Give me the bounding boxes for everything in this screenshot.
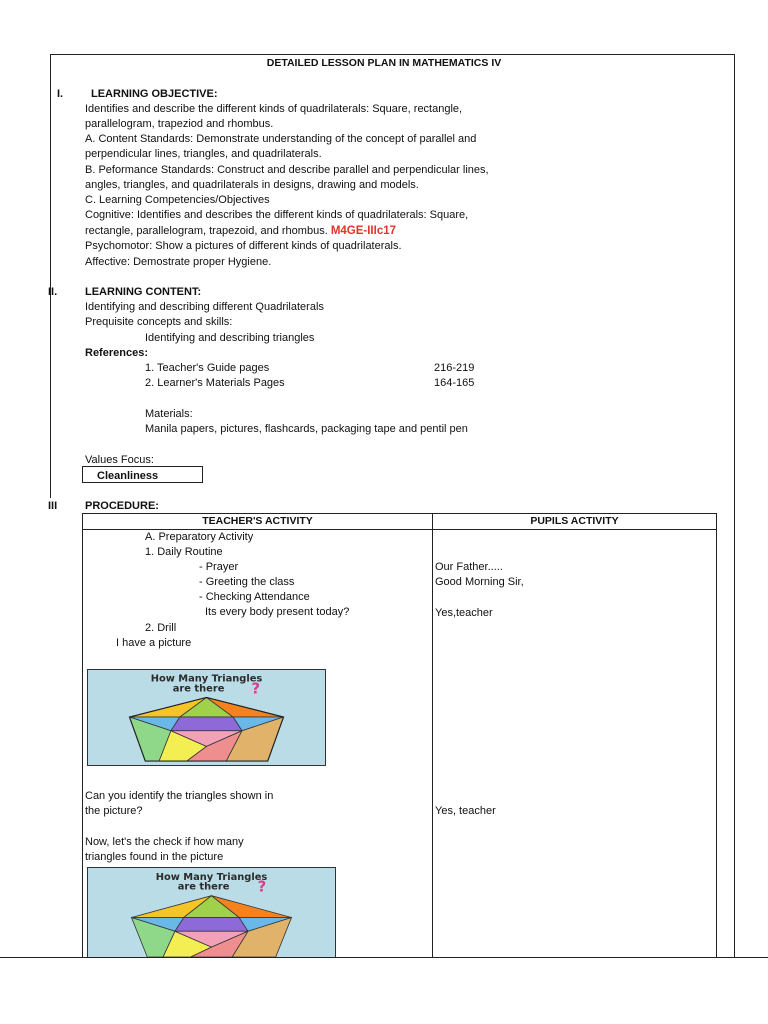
daily-routine: 1. Daily Routine	[145, 546, 223, 558]
puzzle-question-mark: ?	[251, 680, 261, 698]
content-standard-line: A. Content Standards: Demonstrate understanding of the concept of parallel and	[85, 133, 477, 145]
section-1-number: I.	[57, 88, 64, 100]
pupil-response-attendance: Yes,teacher	[435, 607, 493, 619]
frame-top-border	[50, 54, 735, 55]
materials-label: Materials:	[145, 408, 193, 420]
section-3-number: III	[48, 500, 58, 512]
pupil-response-greeting: Good Morning Sir,	[435, 576, 524, 588]
column-header-teacher: TEACHER'S ACTIVITY	[202, 515, 313, 527]
triangles-puzzle-image	[87, 669, 326, 766]
puzzle-2-question-mark: ?	[257, 878, 267, 896]
section-3-heading: PROCEDURE:	[85, 500, 159, 512]
table-right-border	[716, 513, 717, 957]
values-focus-value: Cleanliness	[97, 470, 159, 482]
puzzle-title-line-2: are there	[172, 683, 225, 695]
section-2-number: II.	[48, 286, 58, 298]
routine-prayer: - Prayer	[199, 561, 239, 573]
objective-line: Identifies and describe the different kinds of quadrilaterals: Square, rectangle,	[85, 103, 463, 115]
performance-standard-line: B. Peformance Standards: Construct and describe parallel and perpendicular lines,	[85, 164, 489, 176]
triangles-puzzle-drawing	[88, 670, 325, 765]
puzzle-title-line-1: How Many Triangles	[150, 673, 263, 685]
pupil-response-prayer: Our Father.....	[435, 561, 503, 573]
puzzle-2-title-line-1: How Many Triangles	[155, 871, 268, 883]
psychomotor-line: Psychomotor: Show a pictures of different kinds of quadrilaterals.	[85, 240, 402, 252]
identify-question-line-2: the picture?	[85, 805, 143, 817]
cognitive-line	[85, 224, 396, 238]
triangles-puzzle-drawing-2	[88, 868, 335, 957]
attendance-question: Its every body present today?	[205, 606, 350, 618]
materials-list: Manila papers, pictures, flashcards, packaging tape and pentil pen	[145, 423, 468, 435]
puzzle-2-title-line-2: are there	[177, 881, 230, 893]
cognitive-line: Cognitive: Identifies and describes the different kinds of quadrilaterals: Square,	[85, 209, 469, 221]
section-1-heading: LEARNING OBJECTIVE:	[91, 88, 218, 100]
page-bottom-border	[0, 957, 768, 958]
prerequisite-label: Prequisite concepts and skills:	[85, 316, 233, 328]
values-focus-label: Values Focus:	[85, 454, 154, 466]
prerequisite-text: Identifying and describing triangles	[145, 332, 315, 344]
column-header-pupils: PUPILS ACTIVITY	[530, 515, 619, 527]
reference-teachers-guide: 1. Teacher's Guide pages	[145, 362, 270, 374]
performance-standard-line: angles, triangles, and quadrilaterals in designs, drawing and models.	[85, 179, 419, 191]
identify-question-line-1: Can you identify the triangles shown in	[85, 790, 274, 802]
frame-right-border	[734, 54, 735, 958]
objective-line: parallelogram, trapeziod and rhombus.	[85, 118, 274, 130]
triangles-puzzle-image-2	[87, 867, 336, 957]
routine-attendance: - Checking Attendance	[199, 591, 310, 603]
preparatory-activity: A. Preparatory Activity	[145, 531, 254, 543]
table-left-border	[82, 513, 83, 957]
check-count-line-1: Now, let's the check if how many	[85, 836, 244, 848]
references-label: References:	[85, 347, 148, 359]
cognitive-line-text: rectangle, parallelogram, trapezoid, and rhombus.	[85, 225, 328, 237]
reference-learners-materials-pages: 164-165	[434, 377, 475, 389]
reference-teachers-guide-pages: 216-219	[434, 362, 475, 374]
competencies-heading: C. Learning Competencies/Objectives	[85, 194, 270, 206]
pupil-response-identify: Yes, teacher	[435, 805, 496, 817]
check-count-line-2: triangles found in the picture	[85, 851, 224, 863]
competency-code: M4GE-IIIc17	[330, 225, 397, 237]
content-standard-line: perpendicular lines, triangles, and quadrilaterals.	[85, 148, 322, 160]
section-2-heading: LEARNING CONTENT:	[85, 286, 202, 298]
drill-picture-intro: I have a picture	[116, 637, 192, 649]
drill-heading: 2. Drill	[145, 622, 177, 634]
content-topic: Identifying and describing different Quadrilaterals	[85, 301, 324, 313]
table-column-divider	[432, 513, 433, 957]
routine-greeting: - Greeting the class	[199, 576, 295, 588]
affective-line: Affective: Demostrate proper Hygiene.	[85, 256, 272, 268]
reference-learners-materials: 2. Learner's Materials Pages	[145, 377, 285, 389]
frame-left-border	[50, 54, 51, 498]
document-title: DETAILED LESSON PLAN IN MATHEMATICS IV	[266, 57, 502, 69]
